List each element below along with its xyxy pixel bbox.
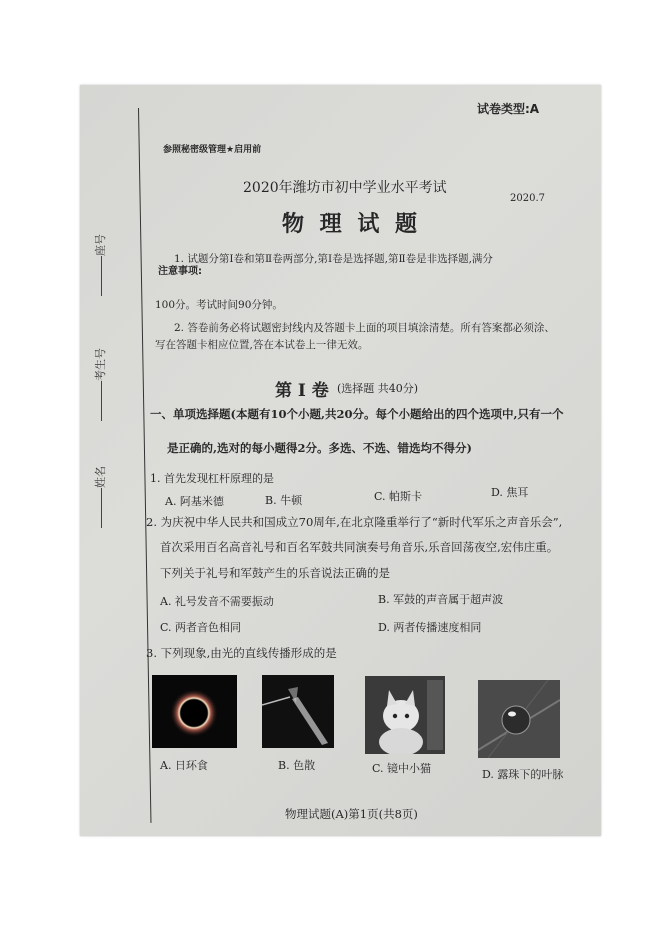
page-footer: 物理试题(A)第1页(共8页) — [285, 807, 418, 821]
notice-item-2b: 写在答题卡相应位置,答在本试卷上一律无效。 — [155, 339, 369, 351]
q3-option-a: A. 日环食 — [160, 759, 208, 772]
name-label: 姓名 — [92, 466, 108, 532]
exam-number-label: 考生号 — [92, 348, 108, 425]
seat-label: 座号 — [92, 234, 108, 300]
secret-level: 参照秘密级管理★启用前 — [163, 145, 262, 155]
q3-option-b: B. 色散 — [278, 759, 316, 772]
dewdrop-leaf-photo — [478, 680, 560, 758]
exam-title: 2020年潍坊市初中学业水平考试 — [243, 180, 447, 196]
q2-option-b: B. 军鼓的声音属于超声波 — [378, 593, 504, 606]
kitten-mirror-photo — [365, 676, 445, 754]
notice-title: 注意事项: — [158, 266, 202, 277]
q1-stem: 1. 首先发现杠杆原理的是 — [150, 472, 274, 485]
notice-item-2a: 2. 答卷前务必将试题密封线内及答题卡上面的项目填涂清楚。所有答案都必须涂、 — [174, 322, 555, 334]
q2-option-a: A. 礼号发音不需要振动 — [160, 595, 274, 608]
subject-title: 物 理 试 题 — [282, 211, 421, 237]
q2-stem-1: 2. 为庆祝中华人民共和国成立70周年,在北京隆重举行了“新时代军乐之声音乐会”, — [146, 515, 563, 529]
q1-option-c: C. 帕斯卡 — [374, 490, 423, 503]
part1-instructions-2: 是正确的,选对的每小题得2分。多选、不选、错选均不得分) — [167, 441, 472, 455]
q2-stem-3: 下列关于礼号和军鼓产生的乐音说法正确的是 — [160, 566, 390, 580]
notice-item-1b: 100分。考试时间90分钟。 — [155, 299, 283, 311]
section-title: 第 Ⅰ 卷 — [275, 381, 329, 401]
q1-option-b: B. 牛顿 — [265, 494, 303, 507]
dispersion-prism-photo — [262, 675, 334, 748]
q3-option-c: C. 镜中小猫 — [372, 762, 432, 775]
notice-item-1a: 1. 试题分第Ⅰ卷和第Ⅱ卷两部分,第Ⅰ卷是选择题,第Ⅱ卷是非选择题,满分 — [174, 253, 493, 265]
q3-stem: 3. 下列现象,由光的直线传播形成的是 — [146, 646, 337, 660]
paper-type: 试卷类型:A — [477, 102, 540, 116]
exam-date: 2020.7 — [510, 193, 545, 204]
q1-option-d: D. 焦耳 — [491, 486, 529, 499]
solar-eclipse-photo — [152, 675, 237, 748]
section-subtitle: (选择题 共40分) — [337, 382, 419, 395]
q2-option-c: C. 两者音色相同 — [160, 621, 242, 634]
q2-option-d: D. 两者传播速度相同 — [378, 621, 482, 634]
part1-instructions-1: 一、单项选择题(本题有10个小题,共20分。每个小题给出的四个选项中,只有一个 — [150, 407, 564, 421]
q2-stem-2: 首次采用百名高音礼号和百名军鼓共同演奏号角音乐,乐音回荡夜空,宏伟庄重。 — [160, 540, 559, 554]
q3-option-d: D. 露珠下的叶脉 — [482, 768, 564, 781]
q1-option-a: A. 阿基米德 — [165, 495, 224, 508]
